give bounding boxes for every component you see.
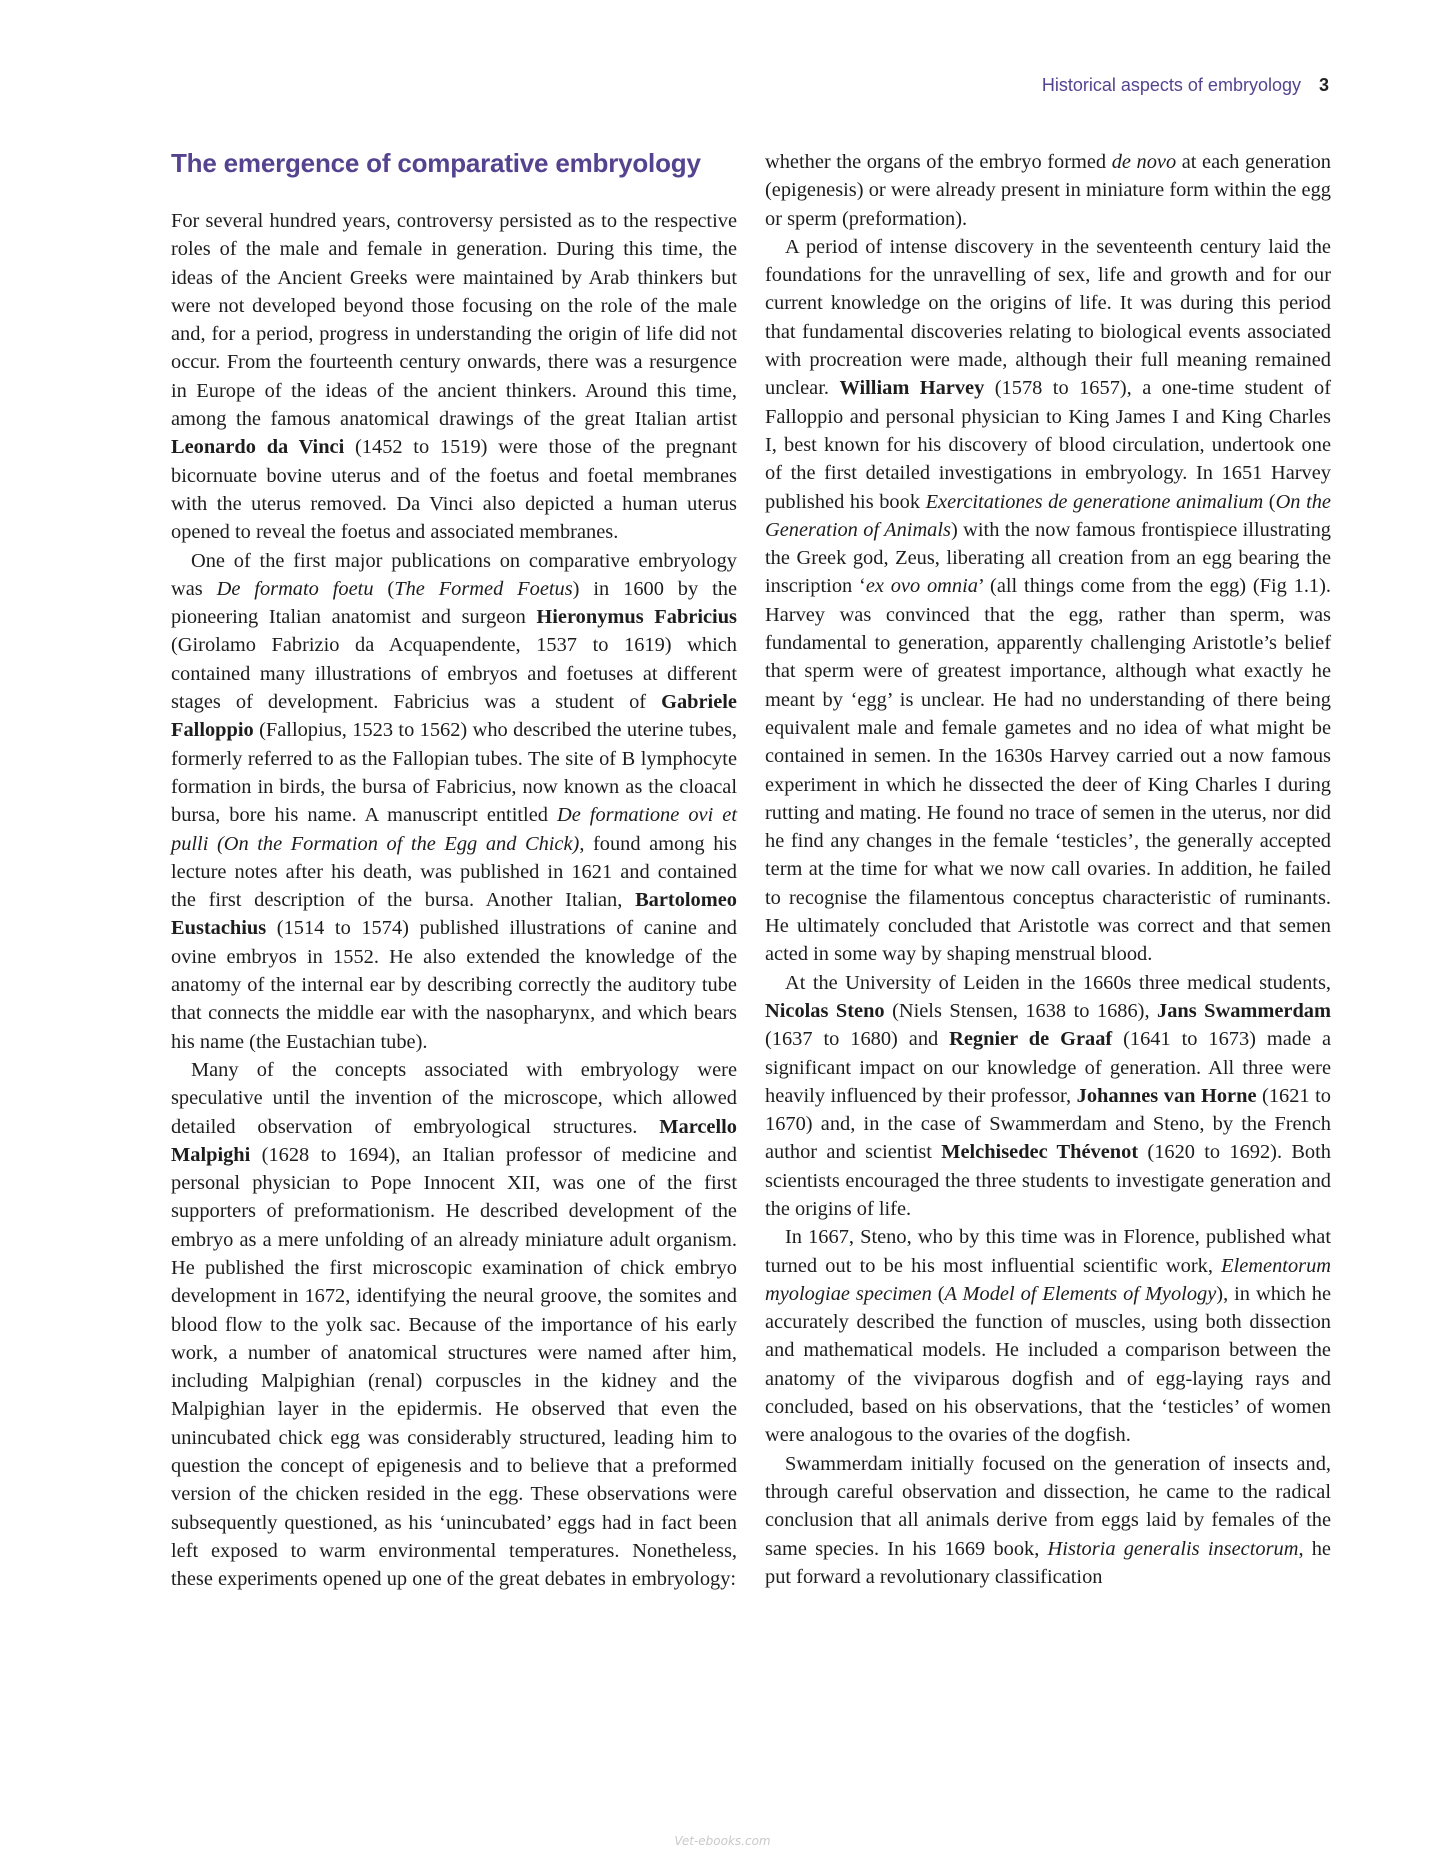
italic-title: Elementorum myologiae specimen	[765, 1254, 1331, 1305]
paragraph	[765, 148, 1331, 233]
bold-name: Hieronymus Fabricius	[536, 606, 737, 629]
bold-name: Nicolas Steno	[765, 999, 885, 1022]
paragraph	[765, 969, 1331, 1224]
paragraph	[171, 207, 737, 547]
text-run: In 1667, Steno, who by this time was in Florence, published what turned out to be his most influential scientific work,	[765, 1226, 1331, 1277]
watermark: Vet-ebooks.com	[674, 1834, 771, 1848]
bold-name: Melchisedec Thévenot	[941, 1141, 1139, 1164]
paragraph	[765, 1223, 1331, 1449]
paragraph	[765, 1450, 1331, 1591]
italic-title: Exercitationes de generatione animalium	[925, 490, 1264, 513]
text-run: whether the organs of the embryo formed	[765, 151, 1112, 173]
italic-title: De formatione ovi et pulli (On the Formation of the Egg and Chick)	[171, 804, 737, 855]
text-run: At the University of Leiden in the 1660s three medical students,	[785, 971, 1331, 994]
bold-name: Leonardo da Vinci	[171, 436, 345, 459]
bold-name: Bartolomeo Eustachius	[171, 889, 737, 940]
text-run: ) in 1600 by the pioneering Italian anatomist and surgeon	[171, 577, 737, 629]
italic-title: ex ovo omnia	[865, 575, 978, 598]
text-run: (1514 to 1574) published illustrations of canine and ovine embryos in 1552. He also extended the knowledge of the anatomy of the internal ear by describing correctly the auditory tube that connects the middle ear with the nasopharynx, and which bears his name (the Eustachian tube).	[171, 917, 737, 1053]
italic-title: A Model of Elements of Myology	[944, 1282, 1217, 1305]
right-column-body	[765, 148, 1331, 1591]
running-head-title: Historical aspects of embryology	[1041, 75, 1301, 95]
left-column	[171, 148, 737, 1594]
text-run: (	[373, 577, 395, 600]
text-run: ’ (all things come from the egg) (Fig 1.1). Harvey was convinced that the egg, rather than sperm, was fundamental to generation, apparently challenging Aristotle’s belief that sperm were of greatest importance, although what exactly he meant by ‘egg’ is unclear. He had no understanding of there being equivalent male and female gametes and no idea of what might be contained in semen. In the 1630s Harvey carried out a now famous experiment in which he dissected the deer of King Charles I during rutting and mating. He found no trace of semen in the uterus, nor did he find any changes in the female ‘testicles’, the generally accepted term at the time for what we now call ovaries. In addition, he failed to recognise the filamentous conceptus characteristic of ruminants. He ultimately concluded that Aristotle was correct and that semen acted in some way by shaping menstrual blood.	[765, 575, 1332, 966]
text-run: ) with the now famous frontispiece illustrating the Greek god, Zeus, liberating all creation from an egg bearing the inscription ‘	[765, 518, 1331, 598]
text-run: ), in which he accurately described the function of muscles, using both dissection and mathematical models. He included a comparison between the anatomy of the viviparous dogfish and of egg-laying rays and concluded, based on his observations, that the ‘testicles’ of women were analogous to the ovaries of the dogfish.	[765, 1282, 1331, 1447]
text-run: (Girolamo Fabrizio da Acquapendente, 1537 to 1619) which contained many illustrations of embryos and foetuses at different stages of development. Fabricius was a student of	[171, 634, 737, 714]
text-run: (1452 to 1519) were those of the pregnant bicornuate bovine uterus and of the foetus and foetal membranes with the uterus removed. Da Vinci also depicted a human uterus opened to reveal the foetus and associated membranes.	[171, 436, 737, 544]
text-run: For several hundred years, controversy persisted as to the respective roles of the male and female in generation. During this time, the ideas of the Ancient Greeks were maintained by Arab thinkers but were not developed beyond those focusing on the role of the male and, for a period, progress in understanding the origin of life did not occur. From the fourteenth century onwards, there was a resurgence in Europe of the ideas of the ancient thinkers. Around this time, among the famous anatomical drawings of the great Italian artist	[171, 210, 737, 431]
italic-title: De formato foetu	[216, 577, 374, 600]
text-run: (Fallopius, 1523 to 1562) who described the uterine tubes, formerly referred to as the Fallopian tubes. The site of B lymphocyte formation in birds, the bursa of Fabricius, now known as the cloacal bursa, bore his name. A manuscript entitled	[171, 719, 737, 827]
text-run: , he put forward a revolutionary classification	[765, 1537, 1331, 1588]
italic-title: Historia generalis insectorum	[1047, 1537, 1299, 1560]
bold-name: Marcello Malpighi	[171, 1115, 737, 1166]
text-run: (1621 to 1670) and, in the case of Swammerdam and Steno, by the French author and scientist	[765, 1084, 1331, 1164]
italic-title: On the Generation of Animals	[765, 490, 1331, 541]
text-run: A period of intense discovery in the seventeenth century laid the foundations for the unravelling of sex, life and growth and for our current knowledge on the origins of life. It was during this period that fundamental discoveries relating to biological events associated with procreation were made, although their full meaning remained unclear.	[765, 235, 1331, 400]
bold-name: Johannes van Horne	[1076, 1084, 1257, 1107]
bold-name: William Harvey	[839, 377, 985, 400]
section-title: The emergence of comparative embryology	[171, 148, 701, 178]
page-number: 3	[1318, 75, 1329, 95]
text-run: at each generation (epigenesis) or were already present in miniature form within the egg or sperm (preformation).	[765, 151, 1332, 230]
text-run: (1578 to 1657), a one-time student of Falloppio and personal physician to King James I and King Charles I, best known for his discovery of blood circulation, undertook one of the first detailed investigations in embryology. In 1651 Harvey published his book	[765, 377, 1331, 513]
right-column	[765, 148, 1331, 1591]
text-run: (1637 to 1680) and	[765, 1028, 950, 1051]
bold-name: Regnier de Graaf	[949, 1028, 1113, 1051]
text-run: (Niels Stensen, 1638 to 1686),	[884, 999, 1158, 1022]
bold-name: Jans Swammerdam	[1157, 999, 1331, 1022]
text-run: , found among his lecture notes after his death, was published in 1621 and contained the first description of the bursa. Another Italian,	[171, 832, 737, 912]
paragraph	[171, 1056, 737, 1594]
text-run: Swammerdam initially focused on the generation of insects and, through careful observation and dissection, he came to the radical conclusion that all animals derive from eggs laid by females of the same species. In his 1669 book,	[765, 1452, 1331, 1560]
text-run: One of the first major publications on comparative embryology was	[171, 549, 737, 600]
text-run: (1641 to 1673) made a significant impact on our knowledge of generation. All three were heavily influenced by their professor,	[765, 1028, 1332, 1107]
text-run: Many of the concepts associated with embryology were speculative until the invention of the microscope, which allowed detailed observation of embryological structures.	[171, 1058, 737, 1138]
italic-title: de novo	[1111, 151, 1177, 173]
text-run: (	[1263, 490, 1276, 513]
bold-name: Gabriele Falloppio	[171, 691, 737, 742]
paragraph	[765, 233, 1331, 969]
text-run: (1620 to 1692). Both scientists encouraged the three students to investigate generation and the origins of life.	[765, 1141, 1331, 1220]
running-head	[1042, 75, 1329, 96]
paragraph	[171, 547, 737, 1056]
text-run: (1628 to 1694), an Italian professor of medicine and personal physician to Pope Innocent XII, was one of the first supporters of preformationism. He described development of the embryo as a mere unfolding of an already miniature adult organism. He published the first microscopic examination of chick embryo development in 1672, identifying the neural groove, the somites and blood flow to the yolk sac. Because of the importance of his early work, a number of anatomical structures were named after him, including Malpighian (renal) corpuscles in the kidney and the Malpighian layer in the epidermis. He observed that even the unincubated chick egg was considerably structured, leading him to question the concept of epigenesis and to believe that a preformed version of the chicken resided in the egg. These observations were subsequently questioned, as his ‘unincubated’ eggs had in fact been left exposed to warm environmental temperatures. Nonetheless, these experiments opened up one of the great debates in embryology:	[171, 1143, 737, 1591]
italic-title: The Formed Foetus	[394, 577, 573, 600]
left-column-body	[171, 207, 737, 1594]
text-run: (	[931, 1282, 945, 1305]
